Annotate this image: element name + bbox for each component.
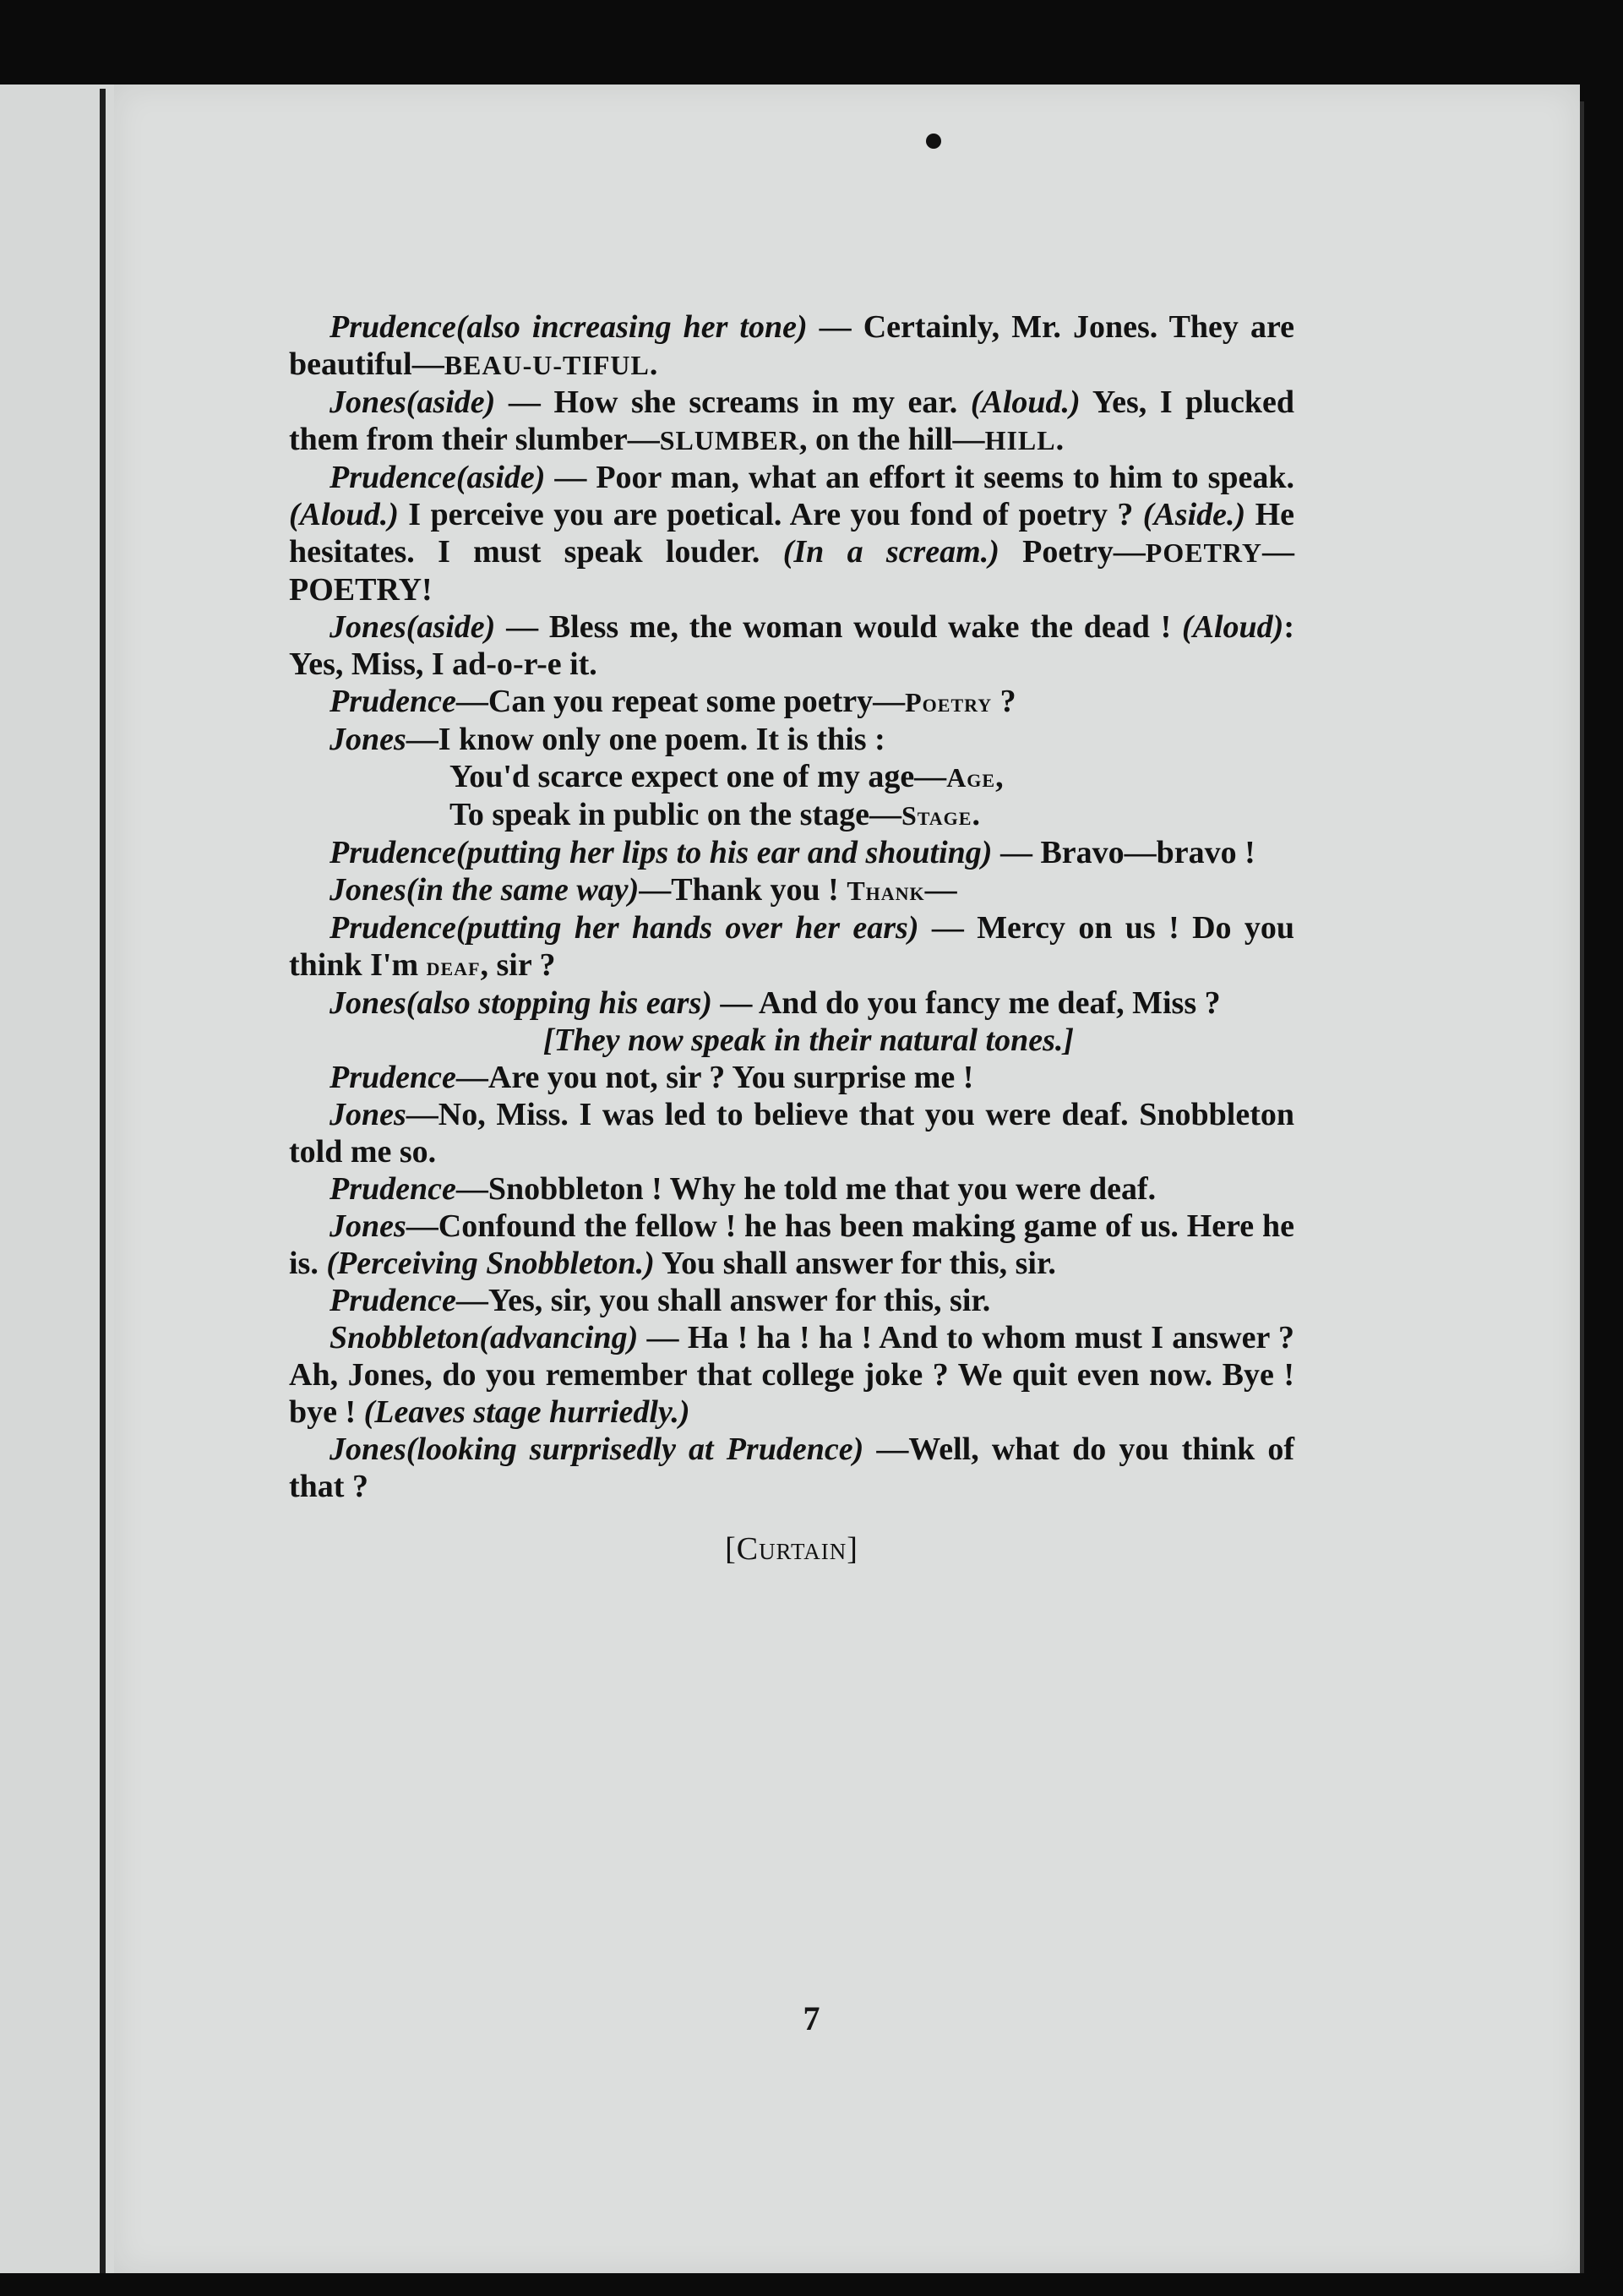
stage-note: (In a scream.)	[782, 534, 999, 570]
speaker-name: Jones	[330, 1432, 406, 1467]
verse-text: To speak in public on the stage—	[449, 797, 901, 832]
dialogue-line	[289, 1282, 1294, 1319]
speaker-name: Prudence	[330, 1283, 456, 1318]
stage-note: (aside)	[406, 384, 496, 420]
speaker-name: Jones	[330, 384, 406, 420]
dash: —	[807, 309, 863, 345]
emphasis-text: deaf	[426, 951, 481, 981]
stage-note: (also increasing her tone)	[455, 309, 808, 345]
verse-line	[289, 758, 1294, 796]
speech-text: Ha ! ha ! ha ! And to whom must I answer ? Ah, Jones, do you remember that college joke ? We quit even now. Bye ! bye !	[289, 1320, 1295, 1430]
dialogue-line	[289, 683, 1294, 721]
dash: —	[918, 910, 978, 946]
dialogue-line	[289, 871, 1294, 909]
dialogue-line	[289, 984, 1294, 1022]
stage-note: (Aloud.)	[289, 497, 399, 532]
curtain-line: [Curtain]	[725, 1531, 858, 1567]
dash: —	[455, 1171, 488, 1207]
speaker-name: Prudence	[330, 835, 456, 870]
speech-text: Bravo—bravo !	[1040, 835, 1255, 870]
speaker-name: Prudence	[330, 1060, 456, 1095]
dialogue-line	[289, 459, 1294, 608]
emphasis-text: SLUMBER	[659, 425, 799, 455]
emphasis-text: Poetry	[905, 687, 993, 717]
previous-page-edge	[0, 85, 114, 2273]
stage-note: (in the same way)	[406, 872, 640, 908]
dash: —	[711, 985, 759, 1021]
dialogue-block-1	[289, 308, 1294, 758]
dash: —	[545, 460, 596, 495]
speech-text: And do you fancy me deaf, Miss ?	[758, 985, 1221, 1021]
speaker-name: Prudence	[330, 309, 456, 345]
binding-gutter-line	[100, 89, 106, 2273]
speech-text: .	[1055, 422, 1065, 457]
speaker-name: Prudence	[330, 1171, 456, 1207]
dash: —	[406, 1097, 438, 1132]
stage-note: (aside)	[455, 460, 546, 495]
stage-note: (advancing)	[479, 1320, 639, 1355]
dash: —	[455, 1283, 488, 1318]
verse-text: .	[972, 797, 980, 832]
speech-text: —	[924, 872, 957, 908]
verse-text: You'd scarce expect one of my age—	[449, 759, 947, 794]
dash: —	[406, 722, 438, 757]
stage-direction: [They now speak in their natural tones.]	[542, 1023, 1075, 1058]
speech-text: He hesitates. I must speak louder.	[289, 497, 1295, 570]
verse-text: ,	[995, 759, 1004, 794]
dialogue-line	[289, 834, 1294, 871]
speech-text: You shall answer for this, sir.	[654, 1246, 1056, 1281]
speech-text: Can you repeat some poetry—	[487, 684, 906, 719]
verse-block	[289, 758, 1294, 834]
dash: —	[455, 1060, 488, 1095]
play-text	[289, 308, 1294, 1600]
stage-note: (Perceiving Snobbleton.)	[326, 1246, 655, 1281]
speaker-name: Jones	[330, 1208, 406, 1244]
stage-note: (aside)	[406, 609, 496, 645]
speech-text: : Yes, Miss, I ad-o-r-e it.	[289, 609, 1294, 682]
dialogue-line	[289, 384, 1294, 459]
dialogue-block-2	[289, 834, 1294, 1022]
dialogue-line	[289, 608, 1294, 683]
emphasis-text: Thank	[847, 875, 925, 906]
speech-text: Bless me, the woman would wake the dead !	[548, 609, 1182, 645]
stage-note: (Aloud)	[1181, 609, 1284, 645]
dash: —	[406, 1208, 438, 1244]
emphasis-text: Stage	[901, 800, 972, 831]
speech-text: Confound the fellow ! he has been making game of us. Here he is.	[289, 1208, 1294, 1281]
dash: —	[495, 384, 554, 420]
dialogue-line	[289, 1170, 1294, 1208]
speech-text: Yes, I plucked them from their slumber—	[289, 384, 1294, 457]
stage-note: (putting her hands over her ears)	[455, 910, 919, 946]
ink-spot-icon	[926, 134, 941, 149]
emphasis-text: Age	[946, 762, 996, 793]
dialogue-line	[289, 1096, 1294, 1170]
speech-text: Well, what do you think of that ?	[289, 1432, 1295, 1504]
dialogue-block-3	[289, 1059, 1294, 1505]
speech-text: Thank you !	[671, 872, 847, 908]
dash: —	[455, 684, 488, 719]
dash: —	[638, 1320, 688, 1355]
dialogue-line	[289, 1431, 1294, 1505]
speech-text: Certainly, Mr. Jones. They are beautiful—	[289, 309, 1294, 382]
dash: —	[863, 1432, 909, 1467]
dialogue-line	[289, 721, 1294, 758]
stage-note: (also stopping his ears)	[406, 985, 712, 1021]
speech-text: Poor man, what an effort it seems to him to speak.	[596, 460, 1294, 495]
speech-text: .	[649, 346, 658, 382]
speaker-name: Snobbleton	[330, 1320, 480, 1355]
dialogue-line	[289, 1059, 1294, 1096]
stage-note: (Aloud.)	[970, 384, 1081, 420]
dialogue-line	[289, 308, 1294, 384]
speech-text: , on the hill—	[798, 422, 985, 457]
speaker-name: Jones	[330, 1097, 406, 1132]
speaker-name: Jones	[330, 609, 406, 645]
speech-text: Mercy on us ! Do you think I'm	[289, 910, 1295, 983]
speech-text: How she screams in my ear.	[553, 384, 971, 420]
speech-text: Poetry—	[999, 534, 1146, 570]
dash: —	[495, 609, 549, 645]
speech-text: ?	[992, 684, 1016, 719]
speaker-name: Jones	[330, 872, 406, 908]
dialogue-line	[289, 1208, 1294, 1282]
stage-note: (Aside.)	[1142, 497, 1246, 532]
dialogue-line	[289, 909, 1294, 984]
speech-text: Snobbleton ! Why he told me that you were deaf.	[487, 1171, 1157, 1207]
speech-text: Are you not, sir ? You surprise me !	[487, 1060, 974, 1095]
speech-text: I perceive you are poetical. Are you fond of poetry ?	[398, 497, 1143, 532]
page-number: 7	[803, 1999, 820, 2037]
stage-note: (putting her lips to his ear and shouting)	[455, 835, 993, 870]
dash: —	[992, 835, 1041, 870]
speech-text: —POETRY!	[289, 534, 1294, 608]
verse-line	[289, 796, 1294, 834]
dialogue-line	[289, 1319, 1294, 1431]
speaker-name: Jones	[330, 722, 406, 757]
speaker-name: Prudence	[330, 910, 456, 946]
speech-text: I know only one poem. It is this :	[438, 722, 885, 757]
emphasis-text: HILL	[984, 425, 1056, 455]
emphasis-text: BEAU-U-TIFUL	[444, 350, 650, 380]
speaker-name: Jones	[330, 985, 406, 1021]
speaker-name: Prudence	[330, 460, 456, 495]
speaker-name: Prudence	[330, 684, 456, 719]
page-right-edge	[1580, 101, 1584, 2273]
stage-note: (looking surprisedly at Prudence)	[406, 1432, 864, 1467]
speech-text: , sir ?	[480, 947, 556, 983]
stage-note: (Leaves stage hurriedly.)	[363, 1394, 690, 1430]
speech-text: Yes, sir, you shall answer for this, sir.	[487, 1283, 991, 1318]
dash: —	[639, 872, 672, 908]
emphasis-text: POETRY	[1145, 537, 1262, 568]
speech-text: No, Miss. I was led to believe that you were deaf. Snobbleton told me so.	[289, 1097, 1294, 1170]
